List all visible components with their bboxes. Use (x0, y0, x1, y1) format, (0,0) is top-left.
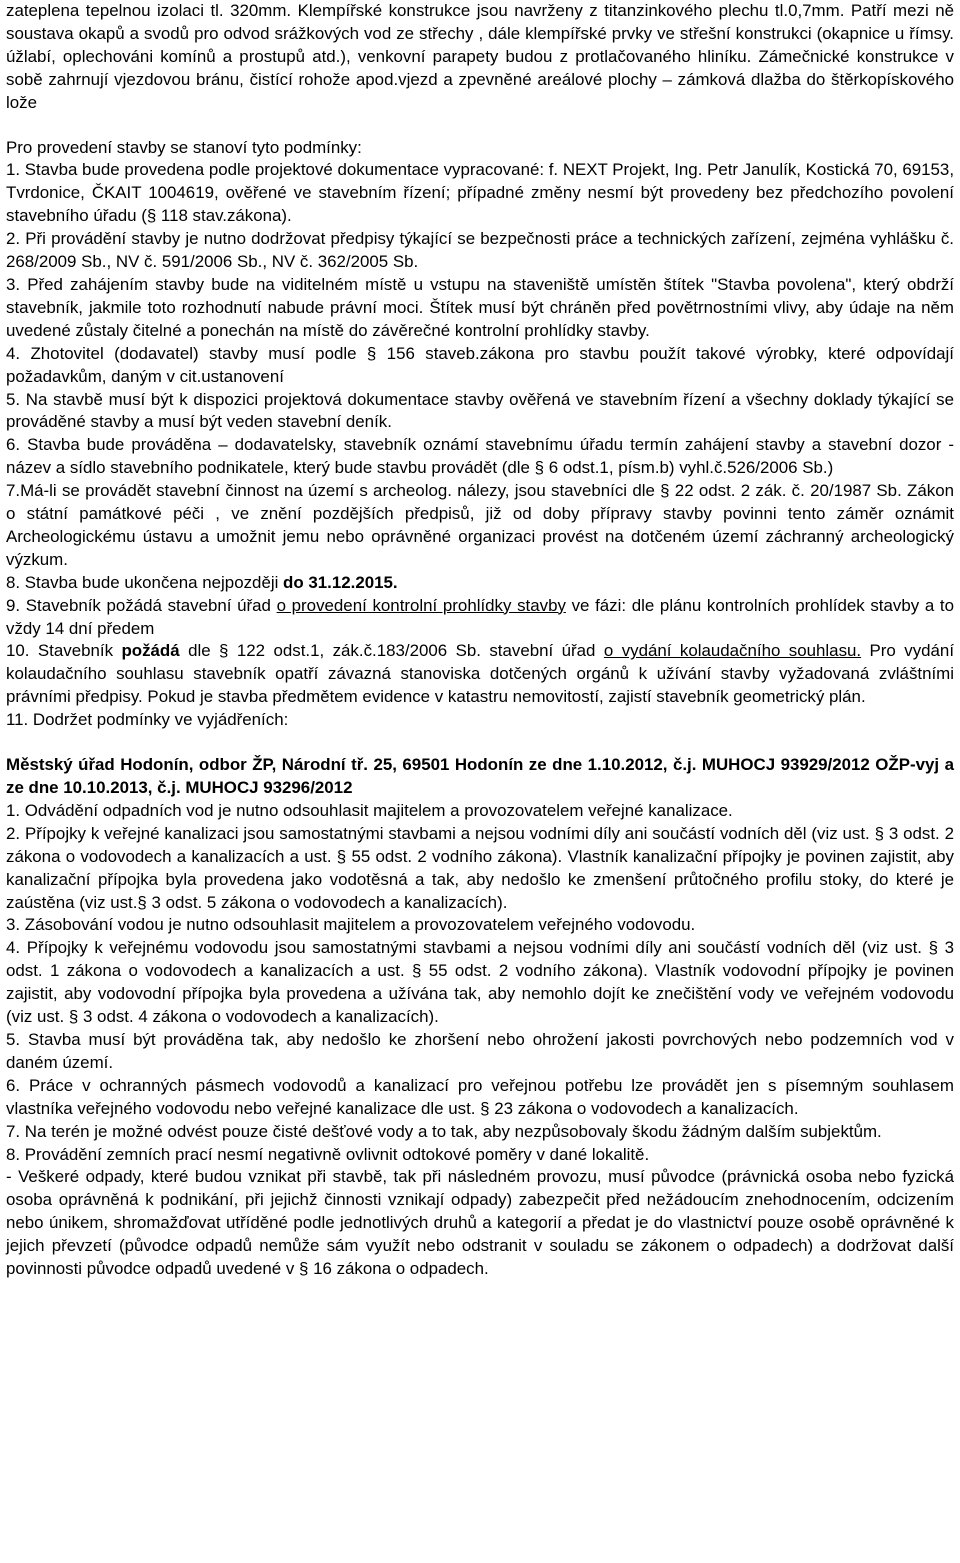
condition-9-rest: ve fázi: dle plánu kontrolních prohlídek stavby a to vždy 14 dní předem (6, 595, 954, 638)
condition-5: 5. Na stavbě musí být k dispozici projektová dokumentace stavby ověřená ve stavebním řízení a všechny doklady týkající se prováděné stavby a musí být veden stavební deník. (6, 389, 954, 432)
requirement-8: 8. Provádění zemních prací nesmí negativně ovlivnit odtokové poměry v dané lokalitě. (6, 1144, 650, 1164)
requirement-2: 2. Přípojky k veřejné kanalizaci jsou samostatnými stavbami a nejsou vodními díly ani součástí vodních děl (viz ust. § 3 odst. 2 zákona o vodovodech a kanalizacích a ust. § 55 odst. 2 vodního zákona). Vlastník kanalizační přípojky je povinen zajistit, aby kanalizační přípojka byla provedena jako vodotěsná a tak, aby nedošlo ke zmenšení průtočného profilu stoky, do které je zaústěna (viz ust.§ 3 odst. 5 zákona o vodovodech a kanalizacích). (6, 823, 954, 912)
condition-10-mid: dle § 122 odst.1, zák.č.183/2006 Sb. stavební úřad (179, 641, 604, 661)
requirement-1: 1. Odvádění odpadních vod je nutno odsouhlasit majitelem a provozovatelem veřejné kanalizace. (6, 800, 733, 820)
authority-heading: Městský úřad Hodonín, odbor ŽP, Národní tř. 25, 69501 Hodonín ze dne 1.10.2012, č.j. MUHOCJ 93929/2012 OŽP-vyj a ze dne 10.10.2013, č.j. MUHOCJ 93296/2012 (6, 755, 954, 797)
waste-requirement: - Veškeré odpady, které budou vznikat při stavbě, tak při následném provozu, musí původce (právnická osoba nebo fyzická osoba oprávněná k podnikání, při jejichž činnosti vznikají odpady) zabezpečit před nežádoucím znehodnocením, odcizením nebo únikem, shromažďovat utříděné podle jednotlivých druhů a kategorií a předat je do vlastnictví pouze osobě oprávněné k jejich převzetí (původce odpadů nemůže sám využít nebo odstranit v souladu se zákonem o odpadech) a dodržovat další povinnosti původce odpadů uvedené v § 16 zákona o odpadech. (6, 1167, 954, 1279)
requirement-4: 4. Přípojky k veřejnému vodovodu jsou samostatnými stavbami a nejsou vodními díly ani součástí vodních děl (viz ust. § 3 odst. 1 zákona o vodovodech a kanalizacích a ust. § 55 odst. 2 vodního zákona). Vlastník vodovodní přípojky je povinen zajistit, aby vodovodní přípojka byla provedena a užívána tak, aby nemohlo dojít ke znečištění vody ve veřejném vodovodu (viz ust. § 3 odst. 4 zákona o vodovodech a kanalizacích). (6, 938, 954, 1027)
condition-8-deadline: do 31.12.2015. (283, 572, 398, 592)
condition-9 (6, 595, 954, 641)
requirement-6: 6. Práce v ochranných pásmech vodovodů a kanalizací pro veřejnou potřebu lze provádět jen s písemným souhlasem vlastníka veřejného vodovodu nebo veřejné kanalizace dle ust. § 23 zákona o vodovodech a kanalizacích. (6, 1075, 954, 1118)
condition-10-text: 10. Stavebník (6, 641, 122, 661)
condition-10-bold: požádá (121, 641, 180, 661)
condition-10-underlined: o vydání kolaudačního souhlasu. (603, 641, 862, 661)
condition-9-text: 9. Stavebník požádá stavební úřad (6, 595, 277, 615)
spacer (6, 115, 954, 137)
condition-6: 6. Stavba bude prováděna – dodavatelsky, stavebník oznámí stavebnímu úřadu termín zahájení stavby a stavební dozor - název a sídlo stavebního podnikatele, který bude stavbu provádět (dle § 6 odst.1, písm.b) vyhl.č.526/2006 Sb.) (6, 435, 954, 478)
condition-4: 4. Zhotovitel (dodavatel) stavby musí podle § 156 staveb.zákona pro stavbu použít takové výrobky, které odpovídají požadavkům, daným v cit.ustanovení (6, 343, 954, 386)
condition-2: 2. Při provádění stavby je nutno dodržovat předpisy týkající se bezpečnosti práce a technických zařízení, zejména vyhlášku č. 268/2009 Sb., NV č. 591/2006 Sb., NV č. 362/2005 Sb. (6, 229, 954, 272)
requirement-7: 7. Na terén je možné odvést pouze čisté dešťové vody a to tak, aby nezpůsobovaly škodu žádným dalším subjektům. (6, 1121, 882, 1141)
condition-7: 7.Má-li se provádět stavební činnost na území s archeolog. nálezy, jsou stavebníci dle § 22 odst. 2 zák. č. 20/1987 Sb. Zákon o státní památkové péči , ve znění pozdějších předpisů, již od doby přípravy stavby povinni tento záměr oznámit Archeologickému ústavu a umožnit jemu nebo oprávněné organizaci provést na dotčeném území záchranný archeologický výzkum. (6, 481, 954, 569)
requirement-5: 5. Stavba musí být prováděna tak, aby nedošlo ke zhoršení nebo ohrožení jakosti povrchových nebo podzemních vod v daném území. (6, 1029, 954, 1072)
condition-8-text: 8. Stavba bude ukončena nejpozději (6, 572, 284, 592)
condition-3: 3. Před zahájením stavby bude na viditelném místě u vstupu na staveniště umístěn štítek "Stavba povolena", který obdrží stavebník, jakmile toto rozhodnutí nabude právní moci. Štítek musí být chráněn před povětrnostními vlivy, aby údaje na něm uvedené zůstaly čitelné a ponechán na místě do závěrečné kontrolní prohlídky stavby. (6, 274, 954, 340)
condition-10 (6, 640, 954, 709)
condition-8 (6, 572, 954, 595)
condition-1: 1. Stavba bude provedena podle projektové dokumentace vypracované: f. NEXT Projekt, Ing. Petr Janulík, Kostická 70, 69153, Tvrdonice, ČKAIT 1004619, ověřené ve stavebním řízení; případné změny nesmí být provedeny bez předchozího povolení stavebního úřadu (§ 118 stav.zákona). (6, 160, 955, 226)
requirement-3: 3. Zásobování vodou je nutno odsouhlasit majitelem a provozovatelem veřejného vodovodu. (6, 915, 696, 935)
condition-11: 11. Dodržet podmínky ve vyjádřeních: (6, 710, 289, 730)
condition-10-rest: Pro vydání kolaudačního souhlasu stavebník opatří závazná stanoviska dotčených orgánů k užívání stavby vyžadovaná zvláštními právními předpisy. Pokud je stavba předmětem evidence v katastru nemovitostí, zajistí stavebník geometrický plán. (6, 641, 955, 707)
spacer (6, 732, 954, 754)
intro-paragraph: zateplena tepelnou izolaci tl. 320mm. Klempířské konstrukce jsou navrženy z titanzinkového plechu tl.0,7mm. Patří mezi ně soustava okapů a svodů pro odvod srážkových vod ze střechy , dále klempířské prvky ve střešní konstrukci (okapnice u římsy. úžlabí, oplechováni komínů a prostupů atd.), venkovní parapety budou z protlačovaného hliníku. Zámečnické konstrukce v sobě zahrnují vjezdovou bránu, čistící rohože apod.vjezd a zpevněné areálové plochy – zámková dlažba do štěrkopískového lože (6, 1, 954, 112)
conditions-title: Pro provedení stavby se stanoví tyto podmínky: (6, 137, 362, 157)
condition-9-underlined: o provedení kontrolní prohlídky stavby (276, 595, 566, 615)
